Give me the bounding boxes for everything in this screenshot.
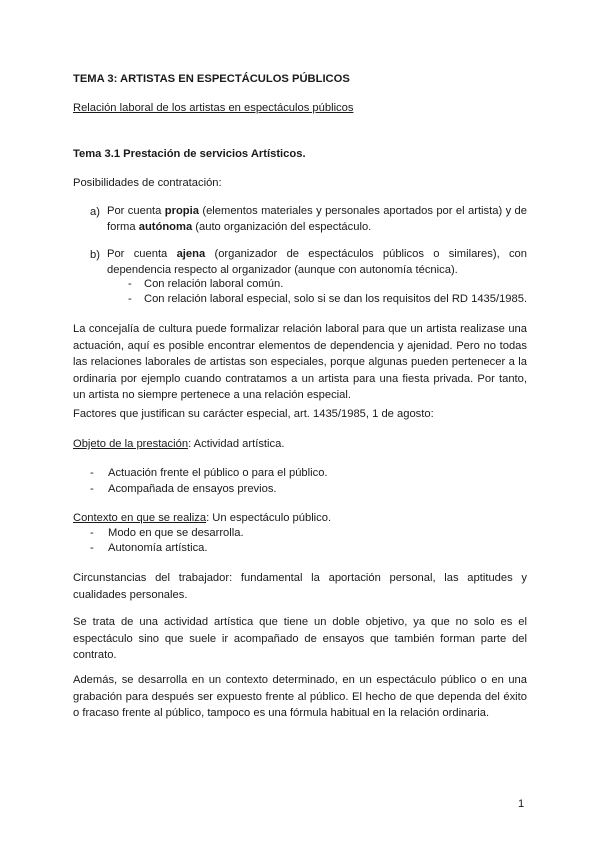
dash-marker: - [128, 293, 132, 305]
page-number: 1 [518, 798, 525, 810]
sub-item: Con relación laboral común. [144, 278, 284, 290]
objeto-item: Actuación frente el público o para el público. [108, 467, 328, 479]
paragraph-concejalia: La concejalía de cultura puede formalizar relación laboral para que un artista realizase una actuación, aquí es posible encontrar elementos de dependencia y ajenidad. Pero no todas las relaciones laborales de artistas son especiales, porque algunas pueden pertenecer a la ordinaria por ejemplo cuando contratamos a un artista para una fiesta privada. Por tanto, un artista no siempre pertenece a una relación especial. [73, 323, 527, 401]
list-marker-a: a) [90, 206, 100, 218]
factores-label: Factores que justifican su carácter especial, art. 1435/1985, 1 de agosto: [73, 408, 434, 420]
posibilidades-label: Posibilidades de contratación: [73, 177, 222, 189]
contexto-item: Autonomía artística. [108, 542, 208, 554]
dash-marker: - [90, 527, 94, 539]
paragraph-circunstancias: Circunstancias del trabajador: fundamental la aportación personal, las aptitudes y cualidades personales. [73, 572, 527, 601]
contexto-item: Modo en que se desarrolla. [108, 527, 244, 539]
list-item-a: Por cuenta propia (elementos materiales y personales aportados por el artista) y de forma autónoma (auto organización del espectáculo. [107, 205, 527, 233]
dash-marker: - [90, 467, 94, 479]
dash-marker: - [90, 483, 94, 495]
paragraph-doble-objetivo: Se trata de una actividad artística que tiene un doble objetivo, ya que no solo es el espectáculo sino que suele ir acompañado de ensayos que también forman parte del contrato. [73, 616, 527, 661]
sub-item: Con relación laboral especial, solo si se dan los requisitos del RD 1435/1985. [144, 293, 528, 305]
document-subtitle: Relación laboral de los artistas en espectáculos públicos [73, 102, 354, 114]
objeto-item: Acompañada de ensayos previos. [108, 483, 277, 495]
paragraph-contexto: Además, se desarrolla en un contexto determinado, en un espectáculo público o en una grabación para después ser expuesto frente al público. El hecho de que dependa del éxito o fracaso frente al público, tampoco es una fórmula habitual en la relación ordinaria. [73, 674, 527, 719]
list-item-b: Por cuenta ajena (organizador de espectáculos públicos o similares), con dependencia respecto al organizador (aunque con autonomía técnica). [107, 248, 527, 276]
dash-marker: - [90, 542, 94, 554]
section-heading: Tema 3.1 Prestación de servicios Artísticos. [73, 148, 306, 160]
contexto-heading: Contexto en que se realiza: Un espectáculo público. [73, 512, 332, 524]
dash-marker: - [128, 278, 132, 290]
document-title: TEMA 3: ARTISTAS EN ESPECTÁCULOS PÚBLICOS [73, 73, 350, 85]
objeto-heading: Objeto de la prestación: Actividad artística. [73, 438, 285, 450]
list-marker-b: b) [90, 249, 100, 261]
